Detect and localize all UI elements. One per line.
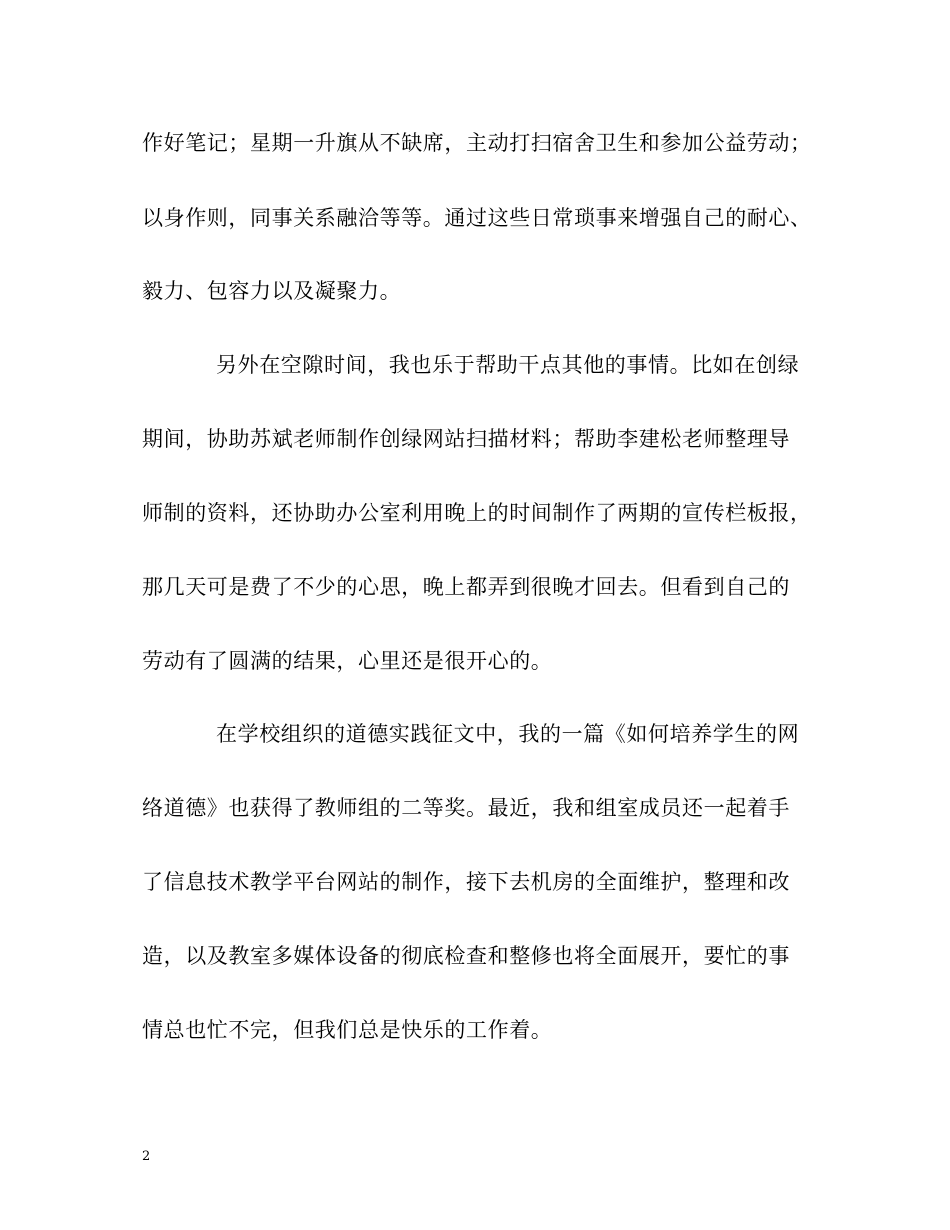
paragraph-line: 造，以及教室多媒体设备的彻底检查和整修也将全面展开，要忙的事 [142, 944, 790, 968]
paragraph-line: 期间，协助苏斌老师制作创绿网站扫描材料；帮助李建松老师整理导 [142, 427, 790, 451]
paragraph-line: 毅力、包容力以及凝聚力。 [142, 279, 402, 303]
paragraph-first-line: 另外在空隙时间，我也乐于帮助干点其他的事情。比如在创绿 [216, 353, 800, 377]
paragraph-line: 了信息技术教学平台网站的制作，接下去机房的全面维护，整理和改 [142, 870, 790, 894]
paragraph-line: 络道德》也获得了教师组的二等奖。最近，我和组室成员还一起着手 [142, 796, 790, 820]
paragraph-line: 情总也忙不完，但我们总是快乐的工作着。 [142, 1018, 553, 1042]
paragraph-line: 劳动有了圆满的结果，心里还是很开心的。 [142, 649, 553, 673]
paragraph-line: 作好笔记；星期一升旗从不缺席，主动打扫宿舍卫生和参加公益劳动； [142, 131, 812, 155]
paragraph-line: 师制的资料，还协助办公室利用晚上的时间制作了两期的宣传栏板报， [142, 501, 812, 525]
paragraph-line: 那几天可是费了不少的心思，晚上都弄到很晚才回去。但看到自己的 [142, 575, 790, 599]
paragraph-line: 以身作则，同事关系融洽等等。通过这些日常琐事来增强自己的耐心、 [142, 206, 812, 230]
page-number: 2 [142, 1149, 151, 1164]
paragraph-first-line: 在学校组织的道德实践征文中，我的一篇《如何培养学生的网 [216, 722, 800, 746]
